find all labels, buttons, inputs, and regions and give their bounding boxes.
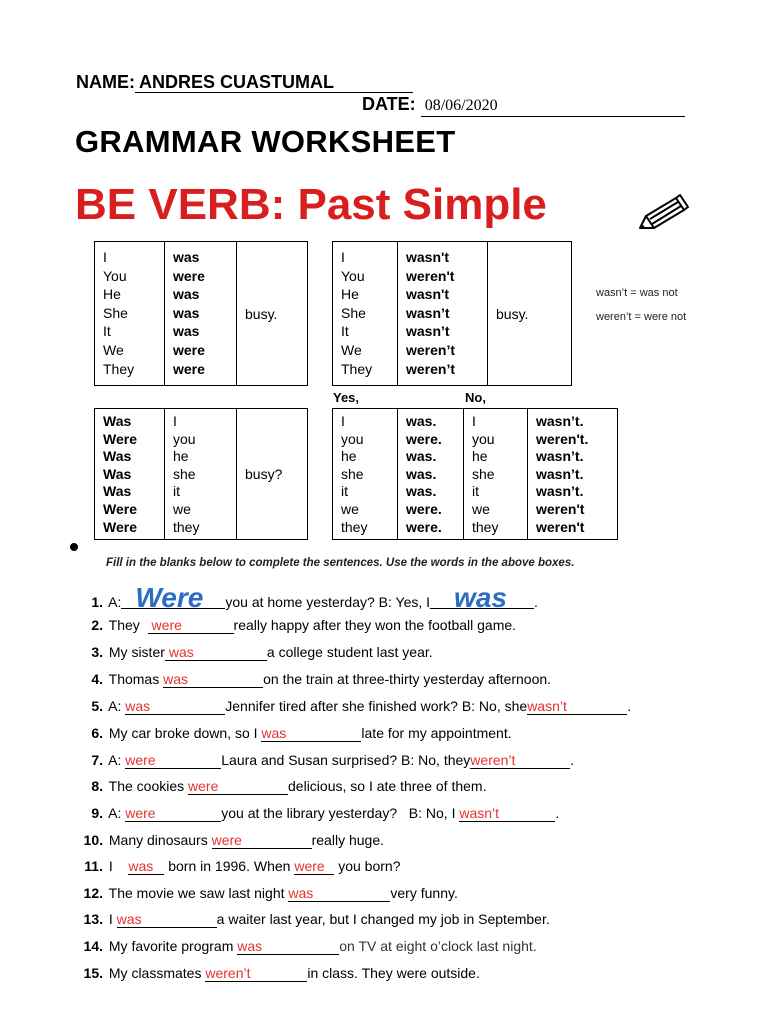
exercise-text: really happy after they won the football game.: [233, 617, 517, 633]
verb: were: [173, 360, 205, 377]
answer: wasn’t: [527, 698, 567, 714]
verb-column: [95, 409, 165, 539]
pronoun: it: [472, 483, 479, 500]
answer-blank[interactable]: [125, 698, 225, 715]
pronoun: they: [341, 518, 368, 535]
worksheet-title: GRAMMAR WORKSHEET: [75, 124, 456, 159]
exercise-text: A:: [108, 698, 126, 714]
bullet: [70, 543, 78, 551]
verb: wasn’t: [406, 323, 450, 340]
handwritten-answer: was: [454, 582, 507, 613]
exercise-item: [76, 669, 551, 689]
exercise-text: Many dinosaurs: [108, 832, 212, 848]
pronoun-column: [333, 242, 398, 385]
answer: were: [125, 752, 156, 768]
exercise-text: I: [108, 858, 129, 874]
verb: was.: [406, 483, 437, 500]
verb: wasn't: [406, 286, 450, 303]
exercise-number: 2.: [91, 617, 103, 633]
pronoun: you: [472, 430, 495, 447]
verb: was.: [406, 413, 437, 429]
pronoun: You: [103, 267, 127, 284]
verb: weren’t: [406, 360, 456, 377]
exercise-item: [76, 856, 401, 876]
verb: wasn’t.: [536, 448, 584, 465]
verb: weren't.: [536, 430, 589, 447]
answer-blank[interactable]: [430, 582, 534, 613]
short-answers-table: [332, 408, 618, 540]
answer: were: [294, 858, 325, 874]
answer: was: [288, 885, 314, 901]
complement-column: [488, 242, 571, 385]
answer-blank[interactable]: [527, 698, 627, 715]
exercise-item: [76, 936, 537, 956]
verb: were.: [406, 430, 442, 447]
instructions: Fill in the blanks below to complete the sentences. Use the words in the above boxes.: [106, 557, 575, 569]
verb: weren't: [406, 267, 455, 284]
exercise-text: a college student last year.: [266, 644, 433, 660]
verb: wasn't: [406, 249, 450, 265]
pronoun: we: [173, 500, 191, 517]
exercise-text: .: [534, 594, 538, 610]
yes-label: Yes,: [333, 390, 360, 405]
pronoun: she: [173, 465, 196, 482]
pronoun: I: [472, 413, 476, 429]
pronoun: She: [103, 304, 128, 321]
verb: Were: [103, 518, 137, 535]
exercise-item: [76, 750, 574, 770]
exercise-text: .: [555, 805, 560, 821]
pronoun: She: [341, 304, 366, 321]
verb: was.: [406, 465, 437, 482]
exercise-text: late for my appointment.: [361, 725, 512, 741]
exercise-item: [76, 615, 516, 635]
no-pronoun-column: [464, 409, 528, 539]
answer-blank[interactable]: [237, 938, 339, 955]
answer: was: [168, 644, 194, 660]
complement: busy.: [245, 305, 278, 322]
complement-column: [237, 242, 305, 385]
verb: Were: [103, 430, 137, 447]
answer: was: [163, 671, 189, 687]
exercise-number: 13.: [83, 911, 103, 927]
answer: were: [188, 778, 219, 794]
exercise-item: [76, 830, 384, 850]
date-label: DATE:: [362, 94, 416, 114]
exercise-number: 8.: [91, 778, 103, 794]
exercise-number: 10.: [83, 832, 103, 848]
verb: were: [173, 267, 205, 284]
pronoun: He: [103, 286, 121, 303]
answer: wasn’t: [459, 805, 500, 821]
exercise-item: [76, 696, 631, 716]
pronoun: You: [341, 267, 365, 284]
exercise-text: They: [108, 617, 148, 633]
exercise-text: My favorite program: [108, 938, 238, 954]
answer-blank[interactable]: [125, 752, 221, 769]
exercise-item: [76, 963, 480, 983]
pronoun: We: [103, 341, 124, 358]
exercise-text: .: [627, 698, 632, 714]
verb: wasn’t: [406, 304, 450, 321]
pronoun: I: [173, 413, 177, 429]
verb-column: [165, 242, 237, 385]
exercise-text: you at the library yesterday? B: No, I: [221, 805, 460, 821]
pronoun: you: [173, 430, 196, 447]
exercise-text: on TV at eight o’clock last night.: [339, 938, 537, 954]
verb: was: [173, 323, 200, 340]
answer: was: [237, 938, 263, 954]
question-table: [94, 408, 308, 540]
exercise-text: on the train at three-thirty yesterday afternoon.: [263, 671, 552, 687]
pronoun-column: [95, 242, 165, 385]
answer-blank[interactable]: [121, 582, 225, 613]
answer: was: [261, 725, 287, 741]
verb: weren’t: [406, 341, 456, 358]
complement: busy?: [245, 466, 283, 482]
page-title: BE VERB: Past Simple: [75, 180, 547, 229]
verb: was.: [406, 448, 437, 465]
answer-blank[interactable]: [459, 805, 555, 822]
answer-blank[interactable]: [163, 671, 263, 688]
verb: were: [173, 341, 205, 358]
exercise-text: delicious, so I ate three of them.: [288, 778, 487, 794]
note: weren’t = were not: [596, 311, 687, 323]
exercise-text: The movie we saw last night: [108, 885, 289, 901]
exercise-text: very funny.: [390, 885, 458, 901]
no-verb-column: [528, 409, 615, 539]
name-field[interactable]: ANDRES CUASTUMAL: [135, 72, 413, 93]
pronoun: he: [173, 448, 189, 465]
exercise-number: 11.: [84, 858, 103, 874]
answer-blank[interactable]: [470, 752, 570, 769]
answer-blank[interactable]: [188, 778, 288, 795]
name-line: [76, 72, 413, 93]
exercise-number: 9.: [91, 805, 103, 821]
verb: was: [173, 286, 200, 303]
exercise-text: The cookies: [108, 778, 189, 794]
pronoun: We: [341, 341, 362, 358]
exercise-text: you at home yesterday? B: Yes, I: [225, 594, 431, 610]
answer: were: [151, 617, 182, 633]
exercise-number: 5.: [91, 698, 103, 714]
verb: weren't: [536, 500, 585, 517]
yes-pronoun-column: [333, 409, 398, 539]
verb-column: [398, 242, 488, 385]
answer: were: [125, 805, 156, 821]
pronoun: I: [103, 249, 107, 265]
answer: was: [125, 698, 151, 714]
pronoun: It: [103, 323, 111, 340]
name-label: NAME:: [76, 72, 135, 92]
exercise-number: 12.: [83, 885, 103, 901]
complement-column: [237, 409, 305, 539]
answer-blank[interactable]: [288, 885, 390, 902]
verb: Was: [103, 465, 132, 482]
answer: was: [116, 911, 142, 927]
pronoun: it: [341, 483, 348, 500]
pronoun: he: [472, 448, 488, 465]
answer-blank[interactable]: [205, 965, 307, 982]
exercise-text: A:: [108, 752, 126, 768]
handwritten-answer: Were: [135, 582, 204, 613]
pronoun: it: [173, 483, 180, 500]
exercise-text: My classmates: [108, 965, 206, 981]
answer-blank[interactable]: [165, 644, 267, 661]
answer: weren’t: [470, 752, 516, 768]
date-line: [362, 94, 685, 117]
exercise-item: [76, 883, 458, 903]
exercise-text: I: [108, 911, 117, 927]
exercise-text: you born?: [334, 858, 401, 874]
exercise-number: 14.: [83, 938, 103, 954]
exercise-number: 6.: [91, 725, 103, 741]
exercise-text: .: [570, 752, 575, 768]
exercise-number: 3.: [91, 644, 103, 660]
exercise-item: [76, 909, 550, 929]
exercise-text: Jennifer tired after she finished work? B: No, she: [225, 698, 528, 714]
exercise-text: Thomas: [108, 671, 164, 687]
exercise-text: a waiter last year, but I changed my job in September.: [216, 911, 550, 927]
verb: Was: [103, 483, 132, 500]
complement: busy.: [496, 305, 529, 322]
pronoun: They: [103, 360, 135, 377]
answer-blank[interactable]: [294, 858, 334, 875]
affirmative-table: [94, 241, 308, 386]
exercise-text: Laura and Susan surprised? B: No, they: [221, 752, 471, 768]
verb: was: [173, 304, 200, 321]
yes-verb-column: [398, 409, 464, 539]
exercise-number: 4.: [91, 671, 103, 687]
exercise-item: [76, 582, 538, 614]
pronoun-column: [165, 409, 237, 539]
exercise-text: really huge.: [311, 832, 384, 848]
pronoun: I: [341, 413, 345, 429]
answer-blank[interactable]: [117, 911, 217, 928]
exercise-text: A:: [108, 594, 122, 610]
exercise-text: in class. They were outside.: [307, 965, 480, 981]
exercise-item: [76, 723, 512, 743]
exercise-item: [76, 642, 433, 662]
answer-blank[interactable]: [261, 725, 361, 742]
pronoun: we: [341, 500, 359, 517]
answer: were: [211, 832, 242, 848]
contraction-notes: [596, 281, 686, 329]
pronoun: they: [472, 518, 499, 535]
verb: wasn’t.: [536, 483, 584, 500]
verb: wasn’t.: [536, 465, 584, 482]
verb: was: [173, 249, 200, 265]
verb: were.: [406, 518, 442, 535]
answer: was: [128, 858, 154, 874]
verb: Was: [103, 413, 132, 429]
pronoun: He: [341, 286, 359, 303]
answer: weren’t: [205, 965, 251, 981]
exercise-text: My car broke down, so I: [108, 725, 262, 741]
answer-blank[interactable]: [128, 858, 164, 875]
exercise-text: My sister: [108, 644, 165, 660]
date-field[interactable]: 08/06/2020: [421, 96, 685, 117]
verb: Were: [103, 500, 137, 517]
pronoun: I: [341, 249, 345, 265]
pronoun: It: [341, 323, 349, 340]
verb: were.: [406, 500, 442, 517]
exercise-text: A:: [108, 805, 126, 821]
answer-blank[interactable]: [125, 805, 221, 822]
no-label: No,: [465, 390, 486, 405]
exercise-item: [76, 776, 486, 796]
pronoun: you: [341, 430, 364, 447]
verb: wasn’t.: [536, 413, 584, 429]
pronoun: They: [341, 360, 373, 377]
exercise-number: 1.: [91, 594, 103, 610]
negative-table: [332, 241, 572, 386]
pronoun: she: [472, 465, 495, 482]
exercise-number: 7.: [91, 752, 103, 768]
verb: Was: [103, 448, 132, 465]
answer-blank[interactable]: [148, 617, 234, 634]
exercise-number: 15.: [83, 965, 103, 981]
pencil-icon: [636, 192, 694, 236]
answer-blank[interactable]: [212, 832, 312, 849]
note: wasn’t = was not: [596, 287, 678, 299]
pronoun: she: [341, 465, 364, 482]
pronoun: he: [341, 448, 357, 465]
exercise-text: born in 1996. When: [164, 858, 295, 874]
pronoun: we: [472, 500, 490, 517]
verb: weren't: [536, 518, 585, 535]
pronoun: they: [173, 518, 200, 535]
exercise-item: [76, 803, 559, 823]
